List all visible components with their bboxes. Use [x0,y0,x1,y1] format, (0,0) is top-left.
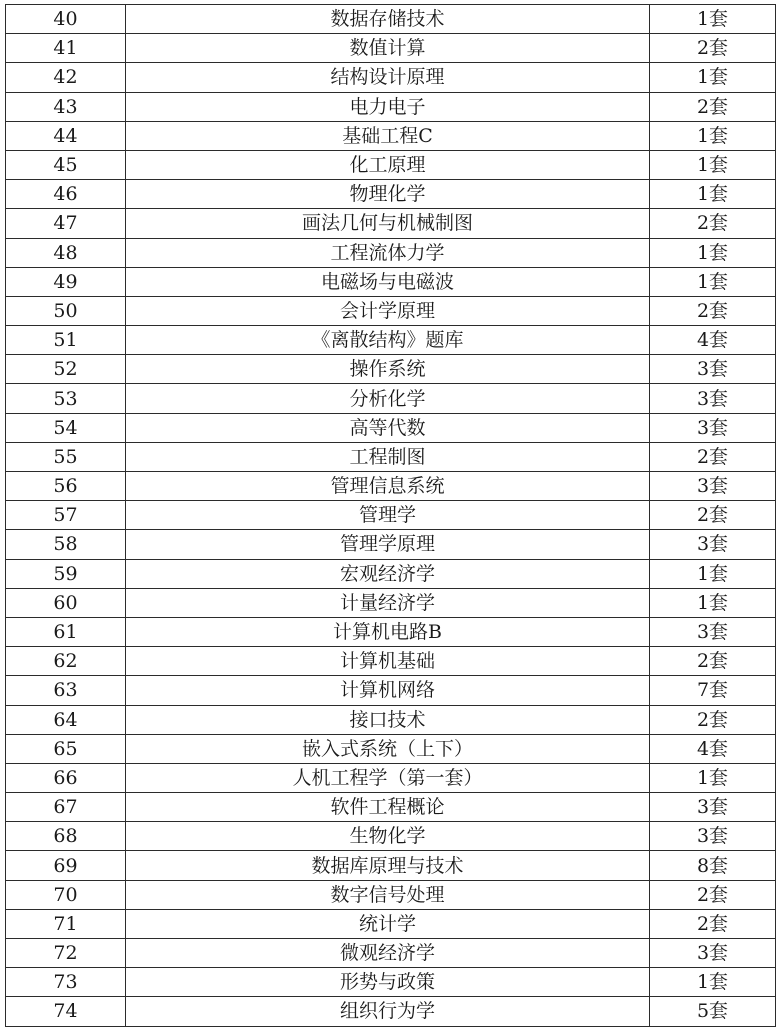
course-name-cell: 会计学原理 [126,296,650,325]
quantity-cell: 2套 [650,501,776,530]
quantity-cell: 2套 [650,209,776,238]
row-number-cell: 57 [6,501,126,530]
row-number-cell: 41 [6,34,126,63]
table-row [6,822,776,851]
quantity-cell: 2套 [650,909,776,938]
table-row [6,180,776,209]
row-number-cell: 52 [6,355,126,384]
materials-table [5,4,776,1027]
course-name-cell: 软件工程概论 [126,793,650,822]
table-row [6,763,776,792]
course-name-cell: 管理学原理 [126,530,650,559]
quantity-cell: 3套 [650,617,776,646]
table-row [6,5,776,34]
quantity-cell: 2套 [650,296,776,325]
row-number-cell: 55 [6,442,126,471]
course-name-cell: 数据库原理与技术 [126,851,650,880]
row-number-cell: 72 [6,939,126,968]
course-name-cell: 数据存储技术 [126,5,650,34]
course-name-cell: 人机工程学（第一套） [126,763,650,792]
quantity-cell: 8套 [650,851,776,880]
quantity-cell: 1套 [650,180,776,209]
course-name-cell: 生物化学 [126,822,650,851]
row-number-cell: 67 [6,793,126,822]
row-number-cell: 42 [6,63,126,92]
course-name-cell: 基础工程C [126,121,650,150]
quantity-cell: 3套 [650,793,776,822]
row-number-cell: 48 [6,238,126,267]
course-name-cell: 工程流体力学 [126,238,650,267]
quantity-cell: 1套 [650,559,776,588]
course-name-cell: 管理信息系统 [126,472,650,501]
course-name-cell: 形势与政策 [126,968,650,997]
course-name-cell: 嵌入式系统（上下） [126,734,650,763]
quantity-cell: 2套 [650,705,776,734]
quantity-cell: 2套 [650,92,776,121]
table-row [6,734,776,763]
table-row [6,238,776,267]
row-number-cell: 60 [6,588,126,617]
table-row [6,92,776,121]
row-number-cell: 43 [6,92,126,121]
quantity-cell: 1套 [650,968,776,997]
row-number-cell: 44 [6,121,126,150]
quantity-cell: 1套 [650,150,776,179]
quantity-cell: 2套 [650,34,776,63]
course-name-cell: 统计学 [126,909,650,938]
quantity-cell: 1套 [650,763,776,792]
table-row [6,968,776,997]
quantity-cell: 3套 [650,822,776,851]
row-number-cell: 46 [6,180,126,209]
quantity-cell: 2套 [650,442,776,471]
row-number-cell: 71 [6,909,126,938]
course-name-cell: 数值计算 [126,34,650,63]
quantity-cell: 2套 [650,880,776,909]
course-name-cell: 物理化学 [126,180,650,209]
table-row [6,588,776,617]
row-number-cell: 70 [6,880,126,909]
table-row [6,121,776,150]
row-number-cell: 51 [6,326,126,355]
row-number-cell: 63 [6,676,126,705]
row-number-cell: 61 [6,617,126,646]
row-number-cell: 59 [6,559,126,588]
course-name-cell: 组织行为学 [126,997,650,1026]
course-name-cell: 分析化学 [126,384,650,413]
quantity-cell: 3套 [650,472,776,501]
row-number-cell: 45 [6,150,126,179]
course-name-cell: 管理学 [126,501,650,530]
row-number-cell: 50 [6,296,126,325]
course-name-cell: 化工原理 [126,150,650,179]
quantity-cell: 1套 [650,5,776,34]
row-number-cell: 40 [6,5,126,34]
table-row [6,326,776,355]
course-name-cell: 《离散结构》题库 [126,326,650,355]
course-name-cell: 高等代数 [126,413,650,442]
quantity-cell: 3套 [650,413,776,442]
table-row [6,355,776,384]
materials-table-body [6,5,776,1027]
table-row [6,384,776,413]
row-number-cell: 54 [6,413,126,442]
table-row [6,34,776,63]
table-row [6,909,776,938]
course-name-cell: 计量经济学 [126,588,650,617]
table-row [6,793,776,822]
course-name-cell: 操作系统 [126,355,650,384]
row-number-cell: 56 [6,472,126,501]
table-row [6,617,776,646]
table-row [6,559,776,588]
table-row [6,530,776,559]
table-row [6,209,776,238]
row-number-cell: 74 [6,997,126,1026]
quantity-cell: 5套 [650,997,776,1026]
quantity-cell: 1套 [650,238,776,267]
row-number-cell: 68 [6,822,126,851]
table-row [6,267,776,296]
quantity-cell: 3套 [650,355,776,384]
table-row [6,442,776,471]
table-row [6,296,776,325]
row-number-cell: 66 [6,763,126,792]
quantity-cell: 1套 [650,588,776,617]
table-row [6,413,776,442]
table-row [6,851,776,880]
table-row [6,647,776,676]
course-name-cell: 电磁场与电磁波 [126,267,650,296]
quantity-cell: 3套 [650,530,776,559]
course-name-cell: 宏观经济学 [126,559,650,588]
row-number-cell: 62 [6,647,126,676]
course-name-cell: 数字信号处理 [126,880,650,909]
course-name-cell: 工程制图 [126,442,650,471]
table-row [6,63,776,92]
quantity-cell: 3套 [650,384,776,413]
course-name-cell: 接口技术 [126,705,650,734]
quantity-cell: 3套 [650,939,776,968]
course-name-cell: 电力电子 [126,92,650,121]
course-name-cell: 计算机网络 [126,676,650,705]
quantity-cell: 4套 [650,326,776,355]
table-row [6,150,776,179]
quantity-cell: 1套 [650,63,776,92]
table-row [6,705,776,734]
row-number-cell: 64 [6,705,126,734]
row-number-cell: 58 [6,530,126,559]
quantity-cell: 1套 [650,121,776,150]
course-name-cell: 结构设计原理 [126,63,650,92]
row-number-cell: 65 [6,734,126,763]
course-name-cell: 计算机基础 [126,647,650,676]
quantity-cell: 2套 [650,647,776,676]
table-row [6,676,776,705]
table-row [6,880,776,909]
quantity-cell: 7套 [650,676,776,705]
quantity-cell: 4套 [650,734,776,763]
table-row [6,501,776,530]
table-row [6,472,776,501]
row-number-cell: 53 [6,384,126,413]
row-number-cell: 73 [6,968,126,997]
row-number-cell: 49 [6,267,126,296]
course-name-cell: 微观经济学 [126,939,650,968]
course-name-cell: 计算机电路B [126,617,650,646]
row-number-cell: 47 [6,209,126,238]
quantity-cell: 1套 [650,267,776,296]
table-row [6,997,776,1026]
course-name-cell: 画法几何与机械制图 [126,209,650,238]
row-number-cell: 69 [6,851,126,880]
table-row [6,939,776,968]
